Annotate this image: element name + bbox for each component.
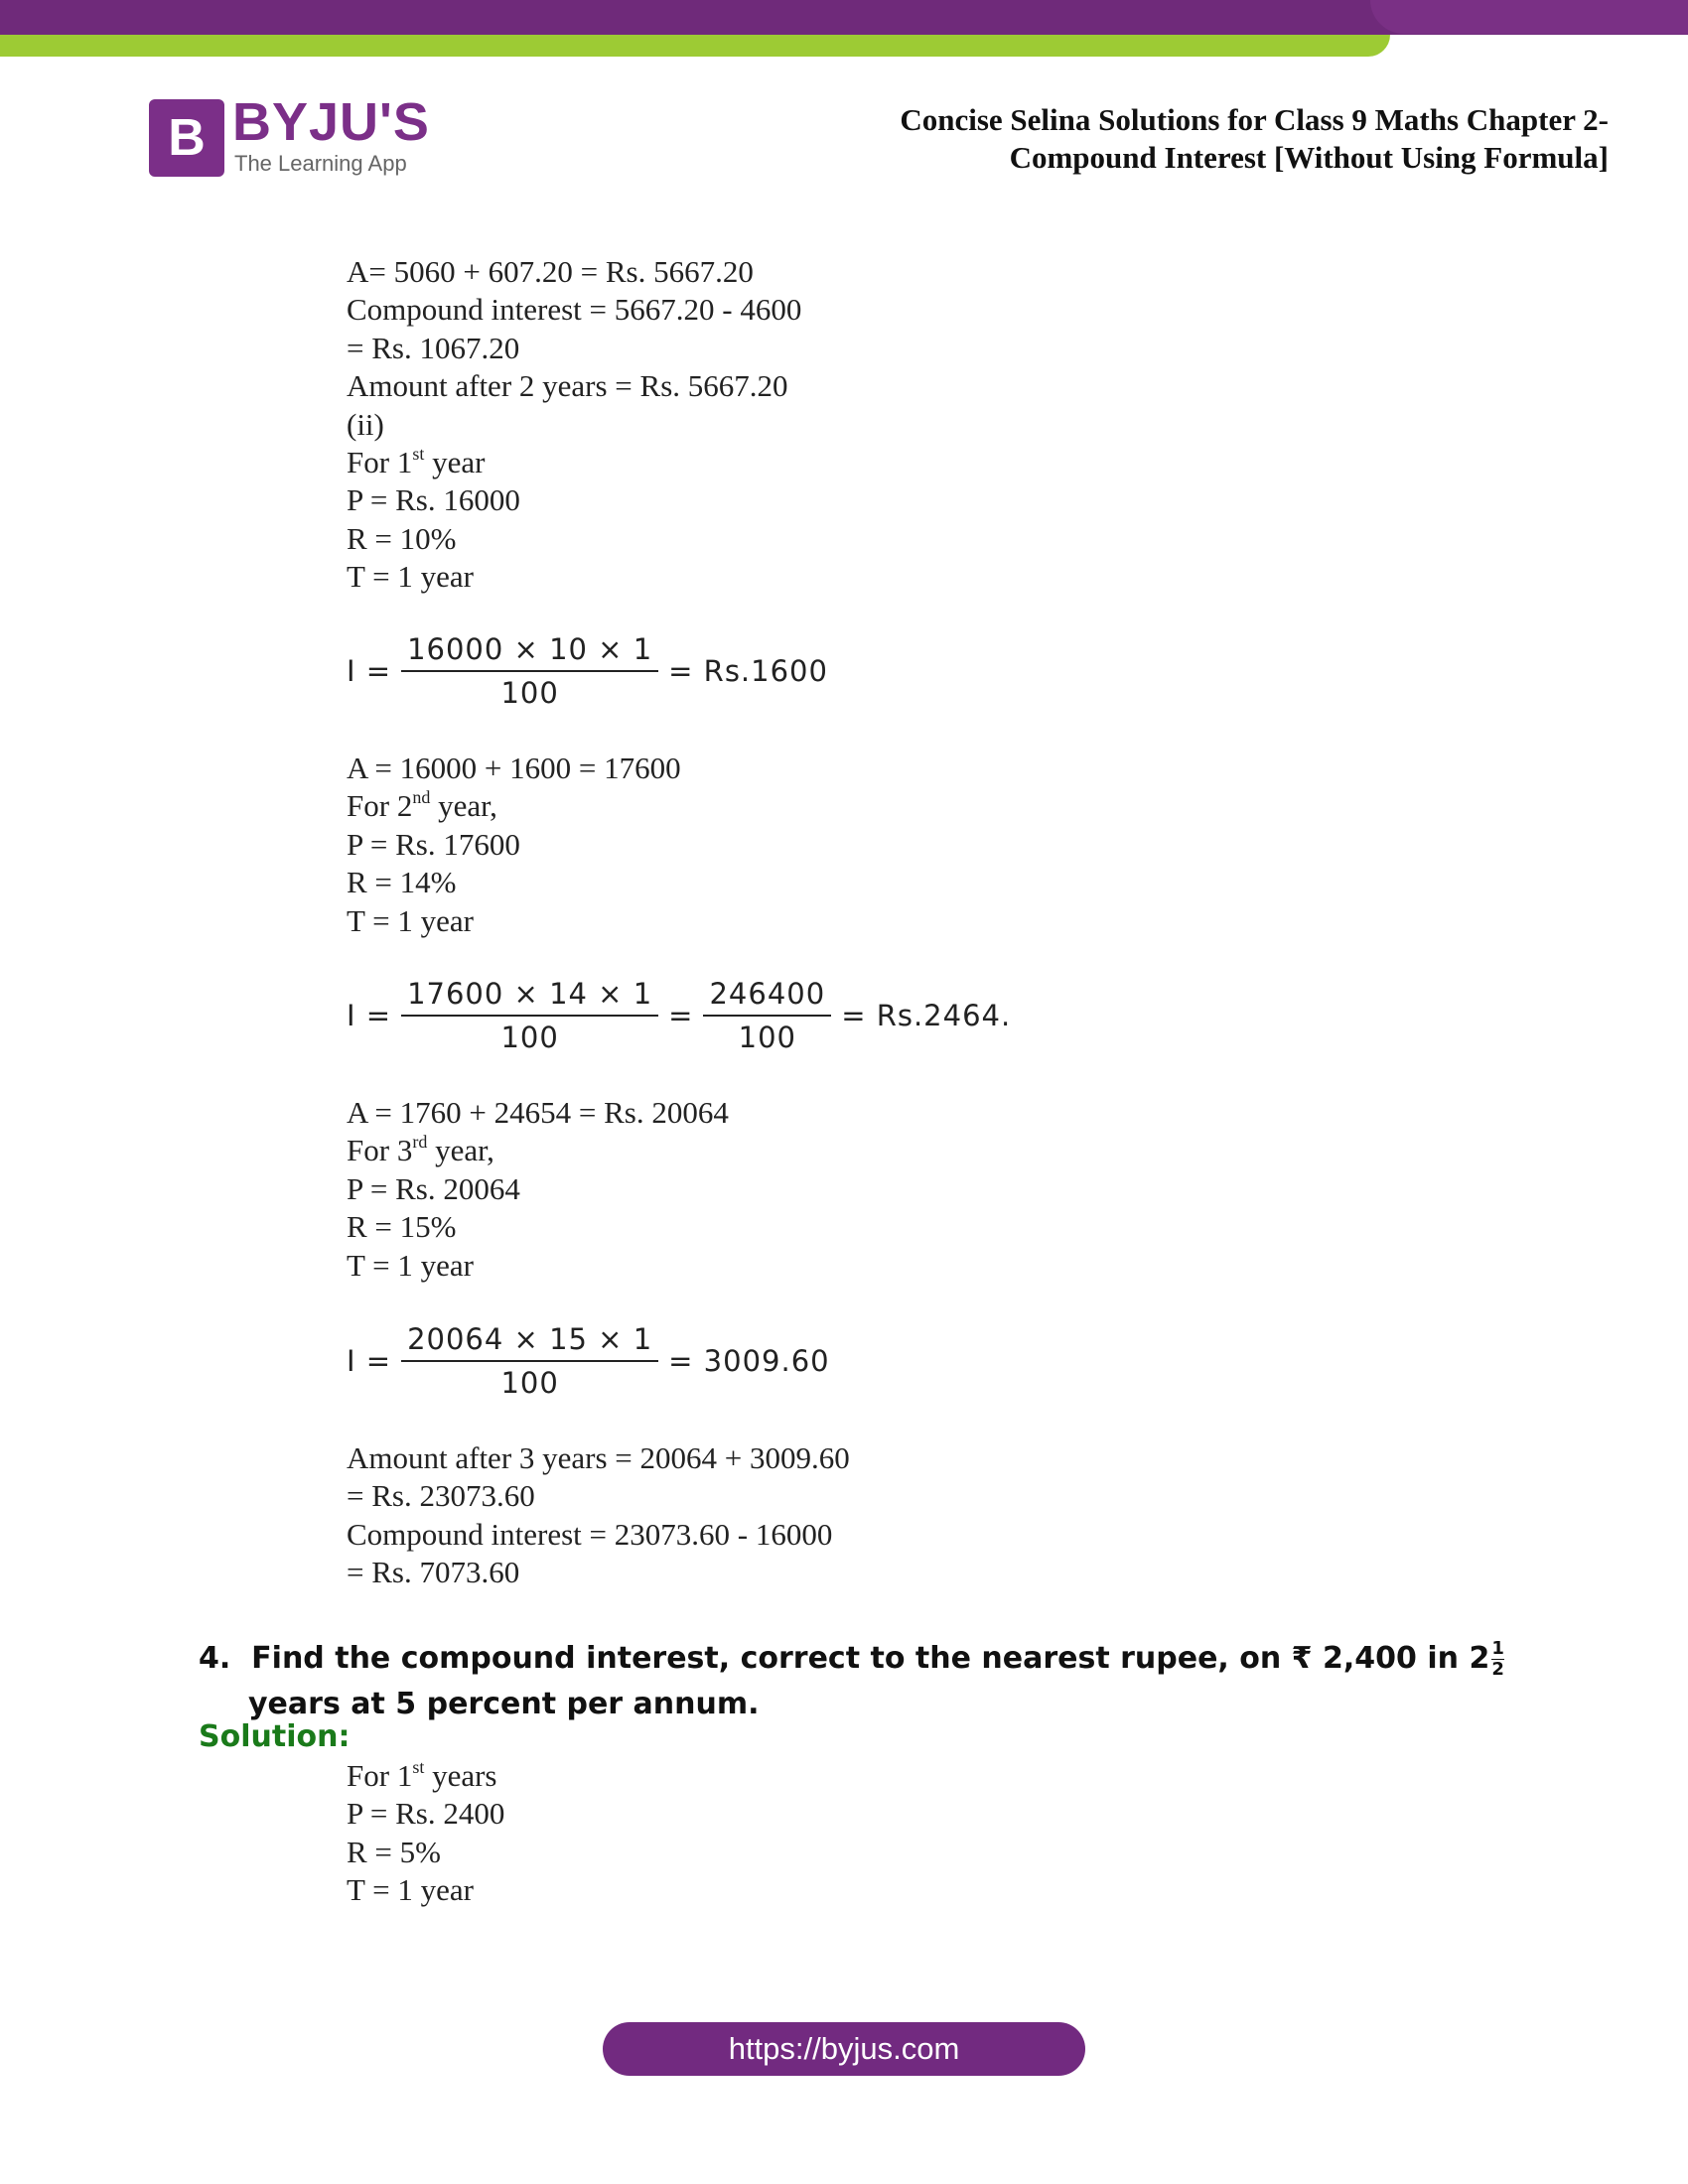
line-text: Amount after 3 years = 20064 + 3009.60 (347, 1440, 850, 1475)
solution-line (347, 367, 801, 405)
solution-line (347, 1554, 850, 1591)
line-text: = Rs. 1067.20 (347, 330, 520, 365)
line-text: T = 1 year (347, 1247, 474, 1283)
line-text: For 2 (347, 788, 413, 824)
ordinal-suffix: st (412, 444, 425, 465)
denominator: 100 (500, 1366, 559, 1400)
numerator: 17600 × 14 × 1 (401, 977, 658, 1017)
line-text: R = 15% (347, 1209, 457, 1245)
line-text: T = 1 year (347, 559, 474, 595)
line-text-end: year, (430, 788, 497, 824)
line-text: = Rs. 23073.60 (347, 1478, 535, 1514)
mixed-denominator: 2 (1491, 1658, 1504, 1680)
line-text: Amount after 2 years = Rs. 5667.20 (347, 368, 788, 404)
solution-line (347, 444, 801, 481)
line-text: For 1 (347, 445, 413, 480)
line-text: A = 16000 + 1600 = 17600 (347, 751, 681, 785)
fraction (401, 632, 658, 710)
mixed-numerator: 1 (1491, 1637, 1504, 1659)
line-text-end: year (424, 445, 486, 480)
byjus-logo (149, 92, 437, 181)
denominator: 100 (500, 676, 559, 710)
solution-label: Solution: (199, 1719, 351, 1754)
solution-line (347, 1871, 504, 1909)
equation-interest-year3 (347, 1322, 830, 1400)
solution-line (347, 406, 801, 444)
solution-line (347, 1477, 850, 1515)
logo-tagline: The Learning App (234, 151, 407, 176)
denominator: 100 (738, 1021, 796, 1054)
document-title (900, 101, 1609, 177)
eq-lhs: I = (347, 654, 392, 688)
solution-steps-4 (347, 1439, 850, 1592)
numerator: 20064 × 15 × 1 (401, 1322, 658, 1362)
line-text: Compound interest = 23073.60 - 16000 (347, 1516, 833, 1552)
mixed-whole: 2 (1469, 1641, 1490, 1676)
eq-lhs: I = (347, 999, 392, 1032)
line-text-end: years (424, 1758, 497, 1793)
line-text: For 3 (347, 1133, 413, 1168)
eq-rhs: = Rs.2464. (841, 999, 1012, 1032)
solution-line (347, 1170, 729, 1208)
eq-rhs: = 3009.60 (668, 1344, 830, 1378)
solution-line (347, 1439, 850, 1477)
solution-line (347, 1247, 729, 1285)
solution-line (347, 787, 681, 825)
question-text-line1: Find the compound interest, correct to the nearest rupee, on ₹ 2,400 in (251, 1641, 1459, 1676)
eq-rhs: = Rs.1600 (668, 654, 828, 688)
solution-line (347, 1795, 504, 1833)
line-text: P = Rs. 2400 (347, 1796, 505, 1832)
line-text: P = Rs. 17600 (347, 826, 520, 862)
solution-line (347, 520, 801, 558)
solution-line (347, 1516, 850, 1554)
denominator: 100 (500, 1021, 559, 1054)
solution-steps-5 (347, 1757, 504, 1910)
eq-mid: = (668, 999, 694, 1032)
line-text: T = 1 year (347, 1872, 474, 1908)
line-text: P = Rs. 16000 (347, 482, 520, 518)
solution-line (347, 826, 681, 864)
line-text: A = 1760 + 24654 = Rs. 20064 (347, 1095, 729, 1130)
solution-line (347, 864, 681, 901)
line-text-end: year, (427, 1133, 494, 1168)
line-text: T = 1 year (347, 902, 474, 938)
logo-name: BYJU'S (232, 92, 430, 152)
numerator: 246400 (703, 977, 831, 1017)
title-line-1: Concise Selina Solutions for Class 9 Maths Chapter 2- (900, 102, 1609, 137)
fraction-2 (703, 977, 831, 1054)
solution-line (347, 1208, 729, 1246)
fraction (401, 977, 658, 1054)
equation-interest-year1 (347, 632, 828, 710)
logo-icon: B (149, 99, 224, 177)
footer-url-link[interactable]: https://byjus.com (603, 2022, 1085, 2076)
line-text: For 1 (347, 1758, 413, 1793)
solution-steps-3 (347, 1094, 729, 1285)
question-text-line2: years at 5 percent per annum. (248, 1687, 760, 1721)
ordinal-suffix: rd (412, 1132, 428, 1153)
ordinal-suffix: st (412, 1757, 425, 1777)
line-text: A= 5060 + 607.20 = Rs. 5667.20 (347, 254, 754, 289)
header-band-green (0, 35, 1390, 57)
solution-line (347, 1834, 504, 1871)
eq-lhs: I = (347, 1344, 392, 1378)
mixed-fraction (1469, 1636, 1503, 1682)
header-band-purple-accent (1370, 0, 1688, 34)
title-line-2: Compound Interest [Without Using Formula] (1009, 140, 1609, 175)
fraction (401, 1322, 658, 1400)
line-text: P = Rs. 20064 (347, 1170, 520, 1206)
numerator: 16000 × 10 × 1 (401, 632, 658, 672)
solution-line (347, 291, 801, 329)
solution-line (347, 750, 681, 787)
solution-line (347, 330, 801, 367)
line-text: Compound interest = 5667.20 - 4600 (347, 292, 802, 328)
question-4 (199, 1636, 1569, 1727)
solution-line (347, 1094, 729, 1132)
line-text: (ii) (347, 406, 384, 442)
solution-line (347, 1757, 504, 1795)
solution-line (347, 481, 801, 519)
solution-line (347, 1132, 729, 1169)
solution-line (347, 902, 681, 940)
ordinal-suffix: nd (412, 787, 431, 808)
solution-steps-1 (347, 253, 801, 597)
equation-interest-year2 (347, 977, 1011, 1054)
line-text: R = 10% (347, 520, 457, 556)
solution-line (347, 253, 801, 291)
question-number: 4. (199, 1641, 231, 1676)
solution-line (347, 558, 801, 596)
line-text: R = 14% (347, 865, 457, 900)
solution-steps-2 (347, 750, 681, 940)
line-text: R = 5% (347, 1834, 441, 1869)
line-text: = Rs. 7073.60 (347, 1555, 520, 1590)
